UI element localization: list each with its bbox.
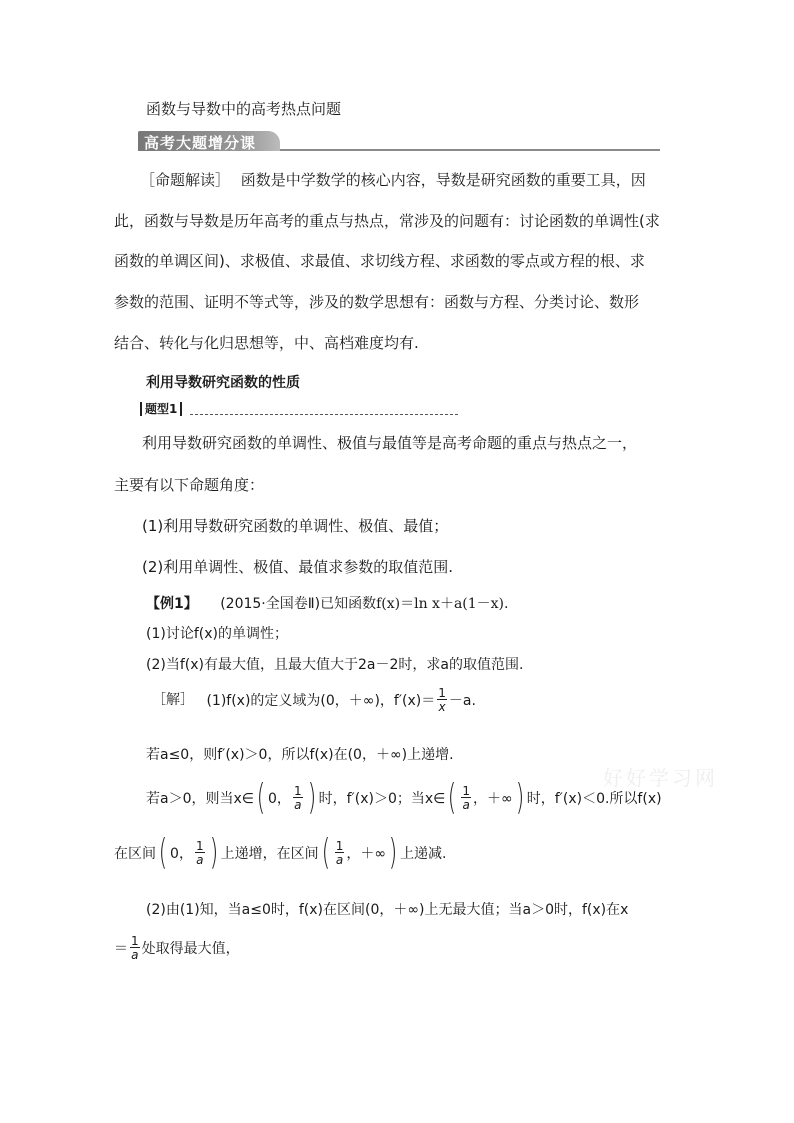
solution-text-4c: 上递减. [400,846,447,862]
solution-line-1 [152,687,476,713]
right-paren: ) [515,777,524,818]
type-desc-line-2: 主要有以下命题角度： [114,476,265,494]
solution-text-4a: 在区间 [114,846,156,862]
left-paren: ( [158,832,168,873]
left-paren: ( [256,777,266,818]
type-desc-line-1: 利用导数研究函数的单调性、极值与最值等是高考命题的重点与热点之一， [142,434,638,452]
solution-text-3b: 时，f′(x)＞0；当x∈ [318,791,446,807]
interval-left-endpoint: 0， [268,791,291,807]
fraction-denominator: a [294,798,302,812]
intro-line-1 [140,169,646,190]
fraction-numerator: 1 [462,784,471,798]
example-question-1: (1)讨论f(x)的单调性； [146,626,288,642]
fraction-1-over-a [335,840,345,866]
equals-sign: ＝ [114,941,128,957]
intro-line-3: 函数的单调区间)、求极值、求最值、求切线方程、求函数的零点或方程的根、求 [114,252,645,270]
solution-text-1: (1)f(x)的定义域为(0，＋∞)，f′(x)＝ [206,693,436,709]
fraction-denominator: a [335,853,344,867]
example-label: 【例1】 [146,596,198,612]
intro-line-4: 参数的范围、证明不等式等，涉及的数学思想有：函数与方程、分类讨论、数形 [114,293,640,311]
type-dash-line [190,414,458,415]
fraction-1-over-a [195,840,205,866]
solution-line-5: (2)由(1)知，当a≤0时，f(x)在区间(0，＋∞)上无最大值；当a＞0时，f(x)在x [146,902,629,918]
fraction-denominator: a [131,948,139,962]
solution-text-4b: 上递增，在区间 [220,846,319,862]
type-tag: 题型1 [140,402,182,416]
solution-text-6: 处取得最大值， [141,941,240,957]
solution-text-1-tail: －a. [448,693,476,709]
interval-right-endpoint: ，＋∞ [473,791,513,807]
solution-line-2: 若a≤0，则f′(x)＞0，所以f(x)在(0，＋∞)上递增. [146,747,454,763]
left-paren: ( [321,832,330,873]
solution-text-3a: 若a＞0，则当x∈ [146,791,254,807]
fraction-1-over-a [130,935,140,961]
fraction-1-over-a [293,785,303,811]
fraction-denominator: a [462,798,470,812]
fraction-denominator: x [438,700,446,714]
example-function: f(x)＝ln x＋a(1－x). [376,596,509,612]
fraction-numerator: 1 [195,839,204,853]
banner-label: 高考大题增分课 [144,134,257,152]
solution-label: ［解］ [152,692,194,708]
fraction-denominator: a [196,853,204,867]
fraction-numerator: 1 [438,686,446,700]
fraction-1-over-x [437,687,447,713]
fraction-numerator: 1 [131,934,139,948]
fraction-1-over-a [461,785,471,811]
fraction-numerator: 1 [335,839,344,853]
fraction-numerator: 1 [293,784,302,798]
section-title: 利用导数研究函数的性质 [146,375,300,391]
intro-tag: ［命题解读］ [140,171,231,189]
section-banner [138,131,280,151]
intro-line-2: 此，函数与导数是历年高考的重点与热点，常涉及的问题有：讨论函数的单调性(求 [114,212,660,230]
example-question-2: (2)当f(x)有最大值，且最大值大于2a－2时，求a的取值范围. [146,657,524,673]
right-paren: ) [388,832,398,873]
watermark: 好好学习网 [603,766,718,790]
interval-right-endpoint: ，＋∞ [346,846,387,862]
interval-left-endpoint: 0， [170,846,193,862]
example-heading [146,593,508,613]
left-paren: ( [448,777,457,818]
solution-line-3 [146,777,662,818]
type-desc-item-2: (2)利用单调性、极值、最值求参数的取值范围. [142,558,454,576]
solution-line-6 [114,935,240,961]
intro-text-1: 函数是中学数学的核心内容，导数是研究函数的重要工具，因 [240,171,646,189]
right-paren: ) [307,777,316,818]
right-paren: ) [209,832,218,873]
intro-line-5: 结合、转化与化归思想等，中、高档难度均有. [114,334,419,352]
doc-title: 函数与导数中的高考热点问题 [146,100,342,118]
solution-text-3c: 时，f′(x)＜0.所以f(x) [526,791,662,807]
type-desc-item-1: (1)利用导数研究函数的单调性、极值、最值； [142,517,449,535]
example-source: (2015·全国卷Ⅱ)已知函数 [220,596,377,612]
solution-line-4 [114,832,447,873]
